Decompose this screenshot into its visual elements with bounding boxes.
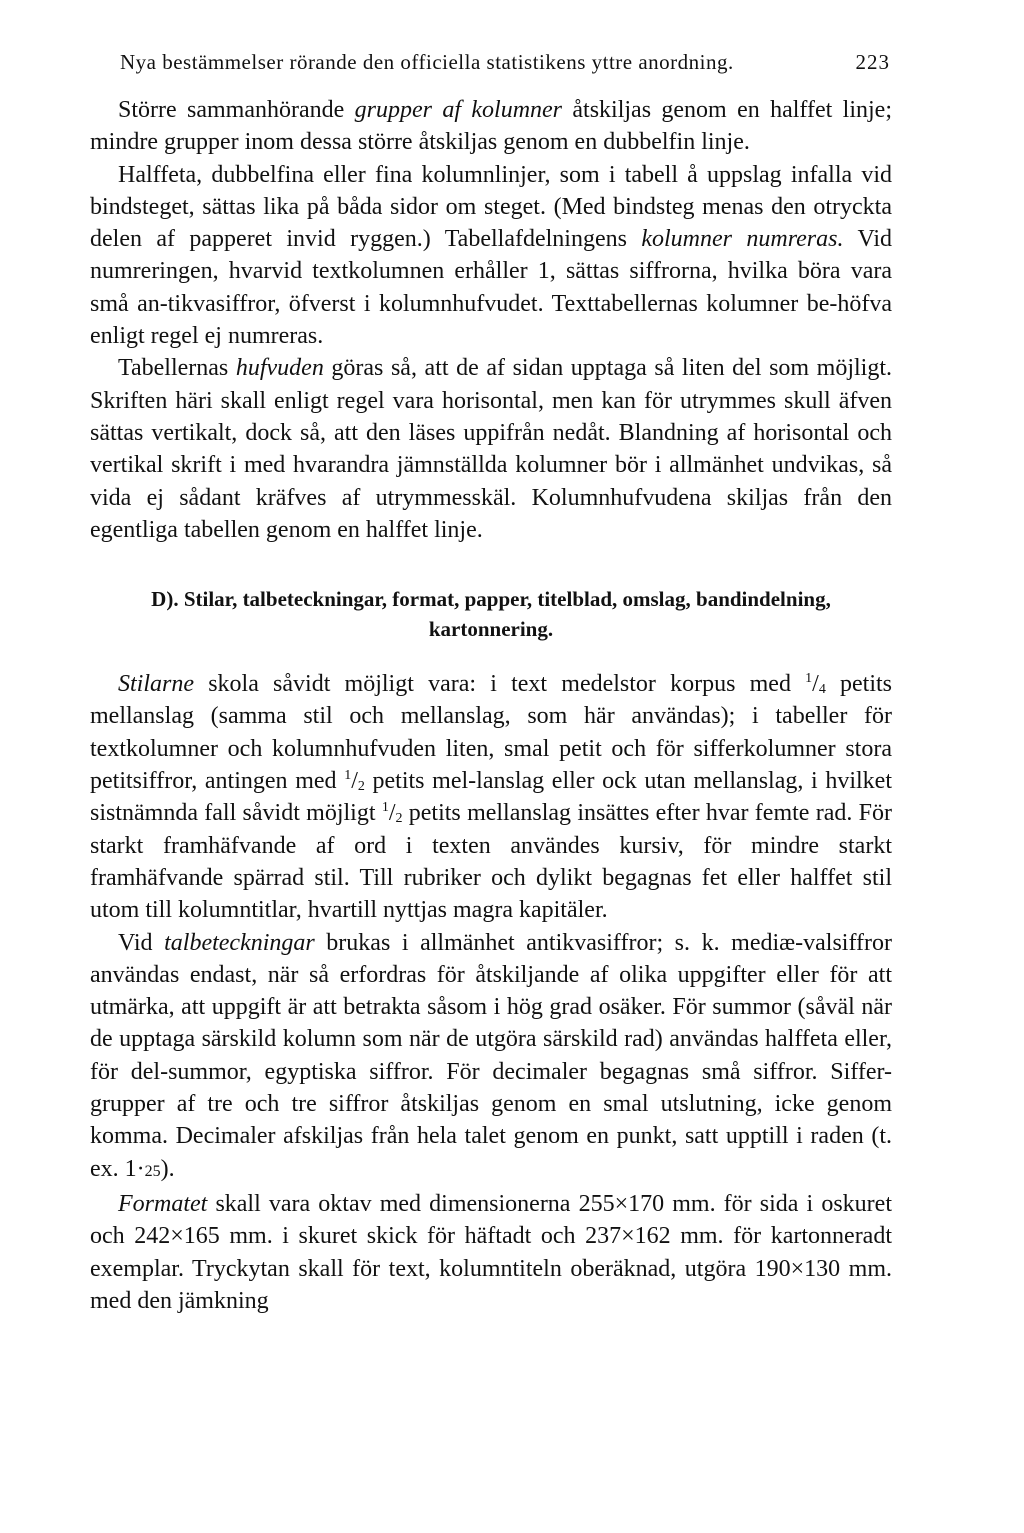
text-run: skola såvidt möjligt vara: i text medelstor korpus med <box>194 671 806 698</box>
text-run: Halffeta, dubbelfina eller fina kolumnlinjer, som i tabell å uppslag infalla vid bindsteget, sättas lika på båda sidor om steget. (Med bindsteg menas den otryckta delen af papperet invid ryggen.) Tabellafdelningens <box>90 161 892 253</box>
fraction-denominator: 2 <box>357 779 365 795</box>
fraction-denominator: 4 <box>818 682 826 698</box>
paragraph-3 <box>90 352 892 546</box>
section-letter: D). <box>151 587 179 612</box>
text-run: Tabellernas <box>118 355 236 382</box>
text-run: Vid numreringen, hvarvid textkolumnen erhåller 1, sättas siffrorna, hvilka böra vara små an-tikvasiffror, öfverst i kolumnhufvudet. Texttabellernas kolumner be-höfva enligt regel ej numreras. <box>90 226 893 350</box>
text-run: Större sammanhörande <box>118 97 355 123</box>
text-run: göras så, att de af sidan upptaga så liten del som möjligt. Skriften häri skall enligt regel vara horisontal, men kan för utrymmes skull äfven sättas vertikalt, dock så, att den läses uppifrån nedåt. Blandning af horisontal och vertikal skrift i med hvarandra jämnställda kolumner bör i allmänhet undvikas, så vida ej sådant kräfves af utrymmesskäl. Kolumnhufvudena skiljas från den egentliga tabellen genom en halffet linje. <box>90 355 892 543</box>
text-run: skall vara oktav med dimensionerna 255×170 mm. för sida i oskuret och 242×165 mm. i skuret skick för häftadt och 237×162 mm. för kartonneradt exemplar. Tryckytan skall för text, kolumntiteln oberäknad, utgöra 190×130 mm. med den jämkning <box>90 1190 892 1314</box>
text-run: brukas i allmänhet antikvasiffror; s. k. mediæ-valsiffror användas endast, när så erfordras för åtskiljande af olika uppgifter eller för att utmärka, att uppgift är att betrakta såsom i hög grad osäker. För summor (såväl när de upptaga särskild kolumn som när de utgöra särskild rad) användas halffeta eller, för del-summor, egyptiska siffror. För decimaler begagnas små siffror. Siffer-grupper af tre och tre siffror åtskiljas genom en smal utslutning, icke genom komma. Decimaler afskiljas från hela talet genom en punkt, satt upptill i raden (t. ex. 1· <box>90 929 892 1182</box>
running-header <box>120 50 890 75</box>
section-heading <box>90 584 892 644</box>
paragraph-4: Stilarne skola såvidt möjligt vara: i text medelstor korpus med $^1/_4$ petits mellanslag (samma stil och mellanslag, som här användas); i tabeller för textkolumner och kolumnhufvuden liten, smal petit och för sifferkolumner stora petitsiffror, antingen med $^1/_2$ petits mel-lanslag eller ock utan mellanslag, i hvilket sistnämnda fall såvidt möjligt $^1/_2$ petits mellanslag insättes efter hvar femte rad. För starkt framhäfvande af ord i texten användes kursiv, för mindre starkt framhäfvande spärrad stil. Till rubriker och dylikt begagnas fet eller halffet stil utom till kolumntitlar, hvartill nyttjas magra kapitäler. <box>90 671 892 924</box>
fraction-denominator: 2 <box>395 811 403 827</box>
fraction-numerator: 1 <box>381 800 389 816</box>
emphasis: hufvuden <box>235 355 324 382</box>
emphasis: Stilarne <box>118 671 194 698</box>
emphasis: Formatet <box>118 1190 208 1217</box>
running-title: Nya bestämmelser rörande den officiella statistikens yttre anordning. <box>120 50 734 74</box>
text-run: ). <box>160 1155 175 1182</box>
body-text <box>90 94 892 1317</box>
emphasis: talbeteckningar <box>164 929 315 956</box>
paragraph-6 <box>90 1188 892 1317</box>
emphasis: kolumner numreras. <box>641 226 844 253</box>
text-run: petits mellanslag (samma stil och mellanslag, som här användas); i tabeller för textkolumner och kolumnhufvuden liten, smal petit och för sifferkolumner stora petitsiffror, antingen med <box>90 671 892 795</box>
small-digits: 25 <box>144 1162 161 1180</box>
section-title: Stilar, talbeteckningar, format, papper, titelblad, omslag, bandindelning, kartonnering. <box>183 587 831 642</box>
paragraph-2 <box>90 159 892 353</box>
page-number: 223 <box>855 50 890 74</box>
paragraph-5 <box>90 927 892 1188</box>
text-run: petits mel-lanslag eller ock utan mellanslag, i hvilket sistnämnda fall såvidt möjligt <box>90 768 892 827</box>
paragraph-1 <box>90 94 892 159</box>
fraction-numerator: 1 <box>344 768 352 784</box>
emphasis: grupper af kolumner <box>354 97 563 123</box>
fraction-numerator: 1 <box>805 671 813 687</box>
text-run: petits mellanslag insättes efter hvar femte rad. För starkt framhäfvande af ord i texten användes kursiv, för mindre starkt framhäfvande spärrad stil. Till rubriker och dylikt begagnas fet eller halffet stil utom till kolumntitlar, hvartill nyttjas magra kapitäler. <box>90 800 892 924</box>
text-run: åtskiljas genom en halffet linje; mindre grupper inom dessa större åtskiljas genom en dubbelfin linje. <box>90 97 892 156</box>
text-run: Vid <box>118 929 165 956</box>
